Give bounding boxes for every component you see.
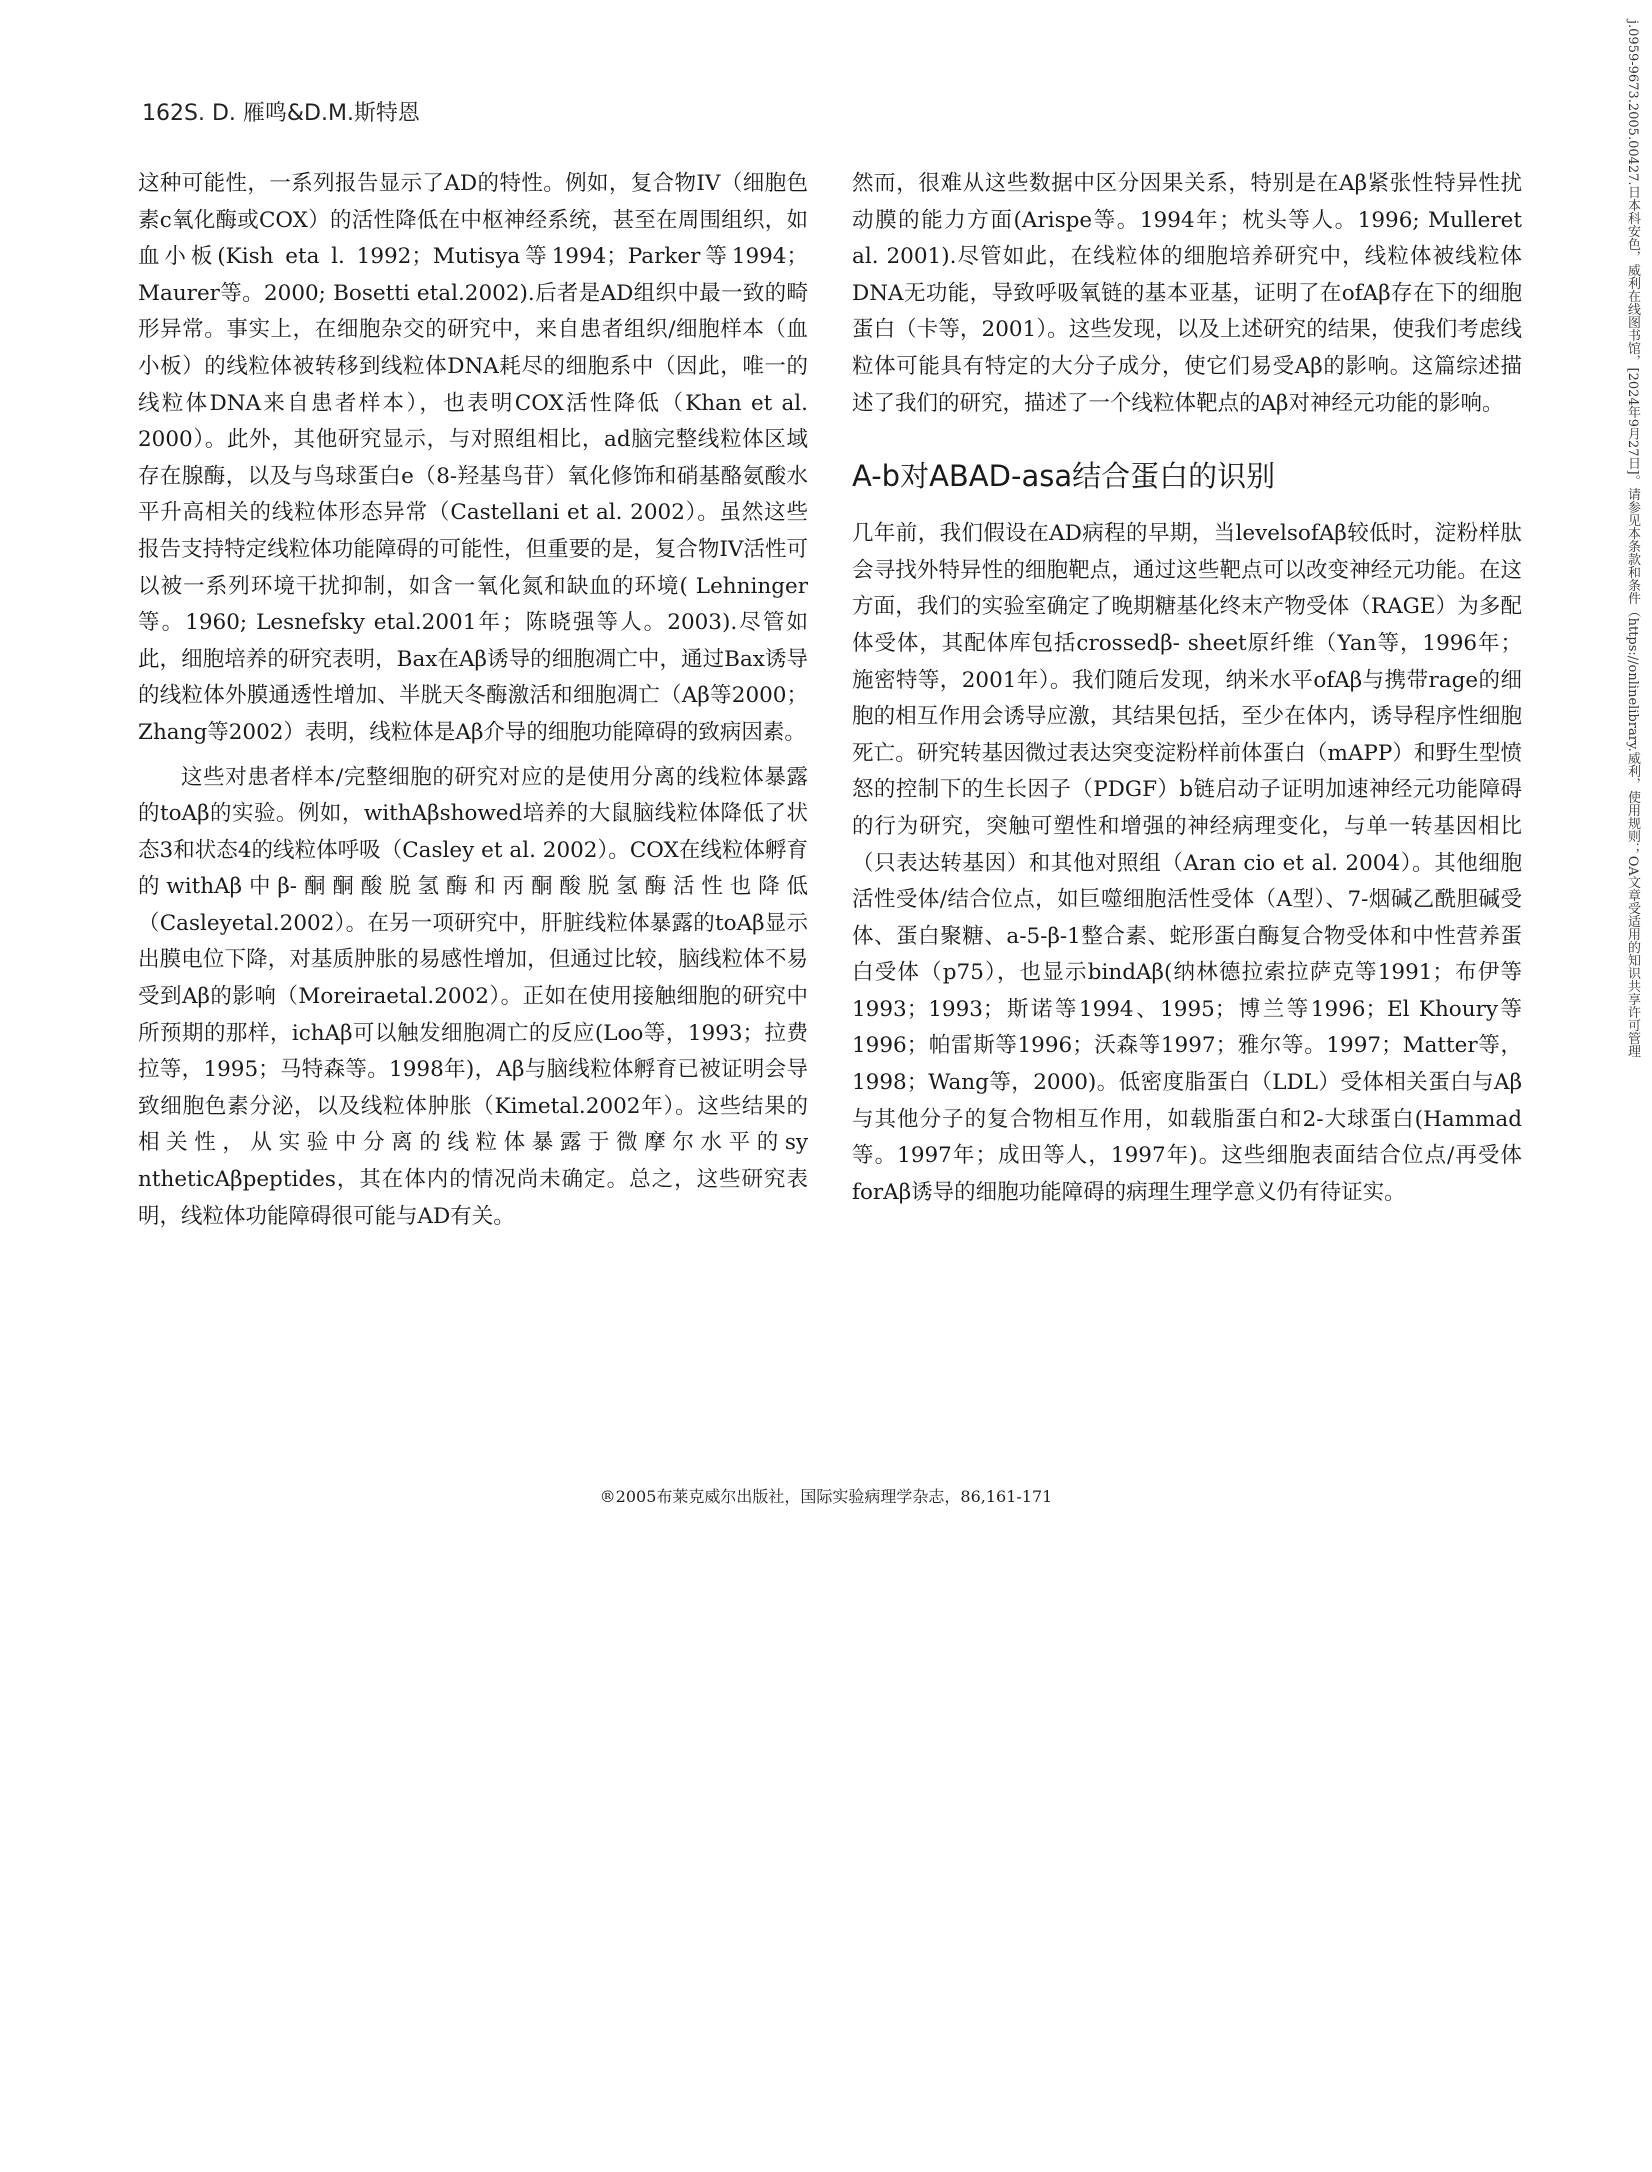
copyright-footer: ®2005布莱克威尔出版社，国际实验病理学杂志，86,161-171	[599, 1487, 1053, 1506]
body-paragraph: 这些对患者样本/完整细胞的研究对应的是使用分离的线粒体暴露的toAβ的实验。例如，withAβshowed培养的大鼠脑线粒体降低了状态3和状态4的线粒体呼吸（Casley et al. 2002）。COX在线粒体孵育的withAβ中β-酮酮酸脱氢酶和丙酮酸脱氢酶活性也降低（Casleyetal.2002）。在另一项研究中，肝脏线粒体暴露的toAβ显示出膜电位下降，对基质肿胀的易感性增加，但通过比较，脑线粒体不易受到Aβ的影响（Moreiraetal.2002）。正如在使用接触细胞的研究中所预期的那样，ichAβ可以触发细胞凋亡的反应(Loo等，1993；拉费拉等，1995；马特森等。1998年)，Aβ与脑线粒体孵育已被证明会导致细胞色素分泌，以及线粒体肿胀（Kimetal.2002年）。这些结果的相关性，从实验中分离的线粒体暴露于微摩尔水平的sy ntheticAβpeptides，其在体内的情况尚未确定。总之，这些研究表明，线粒体功能障碍很可能与AD有关。	[138, 764, 808, 1229]
side-download-note: j.0959-9673.2005.00427.日本科安色，威利在线图书馆，[2024年9月27日]。请参见本条款和条件（https://onlinelibrary.威利，使用规则；OA文章受适用的知识共享许可管理	[1625, 20, 1640, 1058]
body-paragraph: 然而，很难从这些数据中区分因果关系，特别是在Aβ紧张性特异性扰动膜的能力方面(Arispe等。1994年；枕头等人。1996; Mulleret al. 2001).尽管如此，在线粒体的细胞培养研究中，线粒体被线粒体DNA无功能，导致呼吸氧链的基本亚基，证明了在ofAβ存在下的细胞蛋白（卡等，2001）。这些发现，以及上述研究的结果，使我们考虑线粒体可能具有特定的大分子成分，使它们易受Aβ的影响。这篇综述描述了我们的研究，描述了一个线粒体靶点的Aβ对神经元功能的影响。	[852, 171, 1522, 416]
right-column	[852, 166, 1522, 1211]
body-paragraph: 这种可能性，一系列报告显示了AD的特性。例如，复合物IV（细胞色素c氧化酶或COX）的活性降低在中枢神经系统，甚至在周围组织，如血小板(Kish eta l. 1992；Mutisya等1994；Parker等1994；Maurer等。2000; Bosetti etal.2002).后者是AD组织中最一致的畸形异常。事实上，在细胞杂交的研究中，来自患者组织/细胞样本（血小板）的线粒体被转移到线粒体DNA耗尽的细胞系中（因此，唯一的线粒体DNA来自患者样本），也表明COX活性降低（Khan et al. 2000）。此外，其他研究显示，与对照组相比，ad脑完整线粒体区域存在腺酶，以及与鸟球蛋白e（8-羟基鸟苷）氧化修饰和硝基酪氨酸水平升高相关的线粒体形态异常（Castellani et al. 2002）。虽然这些报告支持特定线粒体功能障碍的可能性，但重要的是，复合物IV活性可以被一系列环境干扰抑制，如含一氧化氮和缺血的环境( Lehninger等。1960; Lesnefsky etal.2001年；陈晓强等人。2003).尽管如此，细胞培养的研究表明，Bax在Aβ诱导的细胞凋亡中，通过Bax诱导的线粒体外膜通透性增加、半胱天冬酶激活和细胞凋亡（Aβ等2000；Zhang等2002）表明，线粒体是Aβ介导的细胞功能障碍的致病因素。	[138, 171, 808, 745]
left-column	[138, 166, 808, 1235]
body-paragraph: 几年前，我们假设在AD病程的早期，当levelsofAβ较低时，淀粉样肽会寻找外特异性的细胞靶点，通过这些靶点可以改变神经元功能。在这方面，我们的实验室确定了晚期糖基化终末产物受体（RAGE）为多配体受体，其配体库包括crossedβ- sheet原纤维（Yan等，1996年；施密特等，2001年）。我们随后发现，纳米水平ofAβ与携带rage的细胞的相互作用会诱导应激，其结果包括，至少在体内，诱导程序性细胞死亡。研究转基因微过表达突变淀粉样前体蛋白（mAPP）和野生型愤怒的控制下的生长因子（PDGF）b链启动子证明加速神经元功能障碍的行为研究，突触可塑性和增强的神经病理变化，与单一转基因相比（只表达转基因）和其他对照组（Aran cio et al. 2004）。其他细胞活性受体/结合位点，如巨噬细胞活性受体（A型）、7-烟碱乙酰胆碱受体、蛋白聚糖、a-5-β-1整合素、蛇形蛋白酶复合物受体和中性营养蛋白受体（p75），也显示bindAβ(纳林德拉索拉萨克等1991；布伊等1993；1993；斯诺等1994、1995；博兰等1996；El Khoury等1996；帕雷斯等1996；沃森等1997；雅尔等。1997；Matter等，1998；Wang等，2000)。低密度脂蛋白（LDL）受体相关蛋白与Aβ与其他分子的复合物相互作用，如载脂蛋白和2-大球蛋白(Hammad等。1997年；成田等人，1997年)。这些细胞表面结合位点/再受体forAβ诱导的细胞功能障碍的病理生理学意义仍有待证实。	[852, 521, 1522, 1205]
running-head: 162S. D. 雁鸣&D.M.斯特恩	[142, 101, 420, 126]
section-heading: A-b对ABAD-asa结合蛋白的识别	[852, 459, 1276, 494]
